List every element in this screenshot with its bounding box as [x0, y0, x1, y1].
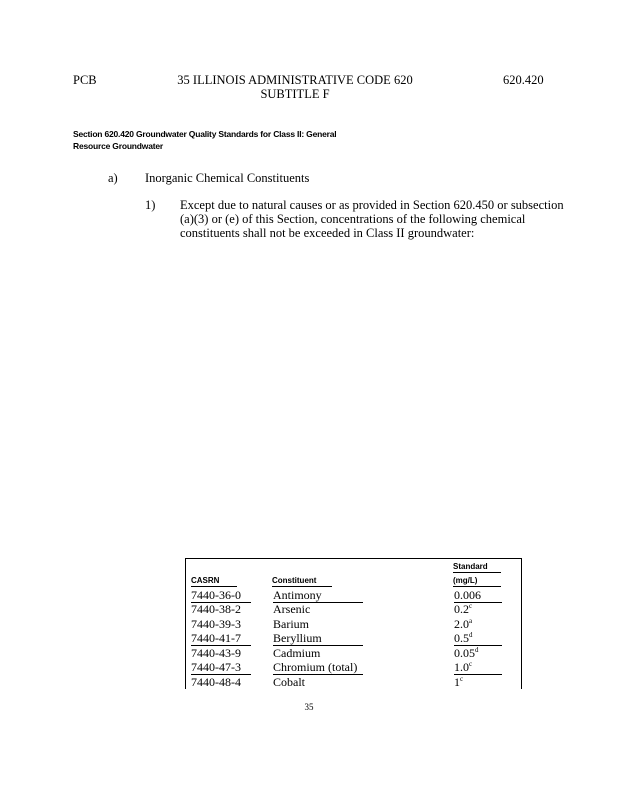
header-title: 35 ILLINOIS ADMINISTRATIVE CODE 620 — [177, 73, 413, 87]
cell-casrn: 7440-41-7 — [191, 631, 241, 645]
cell-casrn: 7440-47-3 — [191, 660, 241, 674]
header-standard: Standard — [453, 562, 501, 573]
table-row — [186, 675, 521, 689]
cell-constituent: Arsenic — [273, 602, 311, 616]
table-row — [186, 660, 521, 674]
cell-casrn: 7440-43-9 — [191, 646, 241, 660]
item-1-paragraph: Except due to natural causes or as provided in Section 620.450 or subsection (a)(3) or (e) of this Section, concentrations of the following chemical constituents shall not be exceeded in Class II groundwater: — [180, 198, 564, 240]
cell-standard: 0.5$^d$ — [454, 631, 473, 645]
table-row — [186, 646, 521, 660]
header-left: PCB — [73, 73, 97, 87]
cell-standard: 1$^c$ — [454, 675, 464, 689]
cell-constituent: Chromium (total) — [273, 660, 358, 674]
cell-standard: 1.0$^c$ — [454, 660, 473, 674]
footnote-marker: c — [469, 660, 473, 668]
footnote-marker: d — [469, 631, 473, 639]
header-right: 620.420 — [503, 73, 544, 87]
item-1-marker: 1) — [145, 198, 156, 212]
cell-constituent: Antimony — [273, 588, 322, 602]
cell-standard: 2.0$^a$ — [454, 617, 473, 631]
table-row — [186, 602, 521, 616]
header-constituent: Constituent — [272, 576, 332, 587]
header-casrn: CASRN — [191, 576, 237, 587]
cell-casrn: 7440-38-2 — [191, 602, 241, 616]
table-row — [186, 617, 521, 631]
cell-casrn: 7440-48-4 — [191, 675, 241, 689]
constituents-table — [185, 558, 522, 689]
cell-standard: 0.2$^c$ — [454, 602, 473, 616]
cell-constituent: Beryllium — [273, 631, 322, 645]
item-a-marker: a) — [108, 171, 118, 185]
cell-casrn: 7440-39-3 — [191, 617, 241, 631]
footnote-marker: a — [469, 617, 473, 625]
table-row — [186, 588, 521, 602]
footnote-marker: c — [469, 602, 473, 610]
table-row — [186, 631, 521, 645]
footnote-marker: d — [475, 646, 479, 654]
cell-constituent: Barium — [273, 617, 309, 631]
section-title: Section 620.420 Groundwater Quality Standards for Class II: General Resource Groundwater — [73, 129, 337, 151]
cell-standard: 0.05$^d$ — [454, 646, 479, 660]
header-subtitle: SUBTITLE F — [260, 87, 330, 101]
header-units: (mg/L) — [453, 576, 501, 587]
page-number: 35 — [304, 702, 314, 712]
cell-standard: 0.006 — [454, 588, 481, 602]
cell-casrn: 7440-36-0 — [191, 588, 241, 602]
item-a-heading: Inorganic Chemical Constituents — [145, 171, 310, 185]
footnote-marker: c — [460, 675, 464, 683]
header-center — [150, 73, 440, 101]
cell-constituent: Cobalt — [273, 675, 305, 689]
cell-constituent: Cadmium — [273, 646, 321, 660]
